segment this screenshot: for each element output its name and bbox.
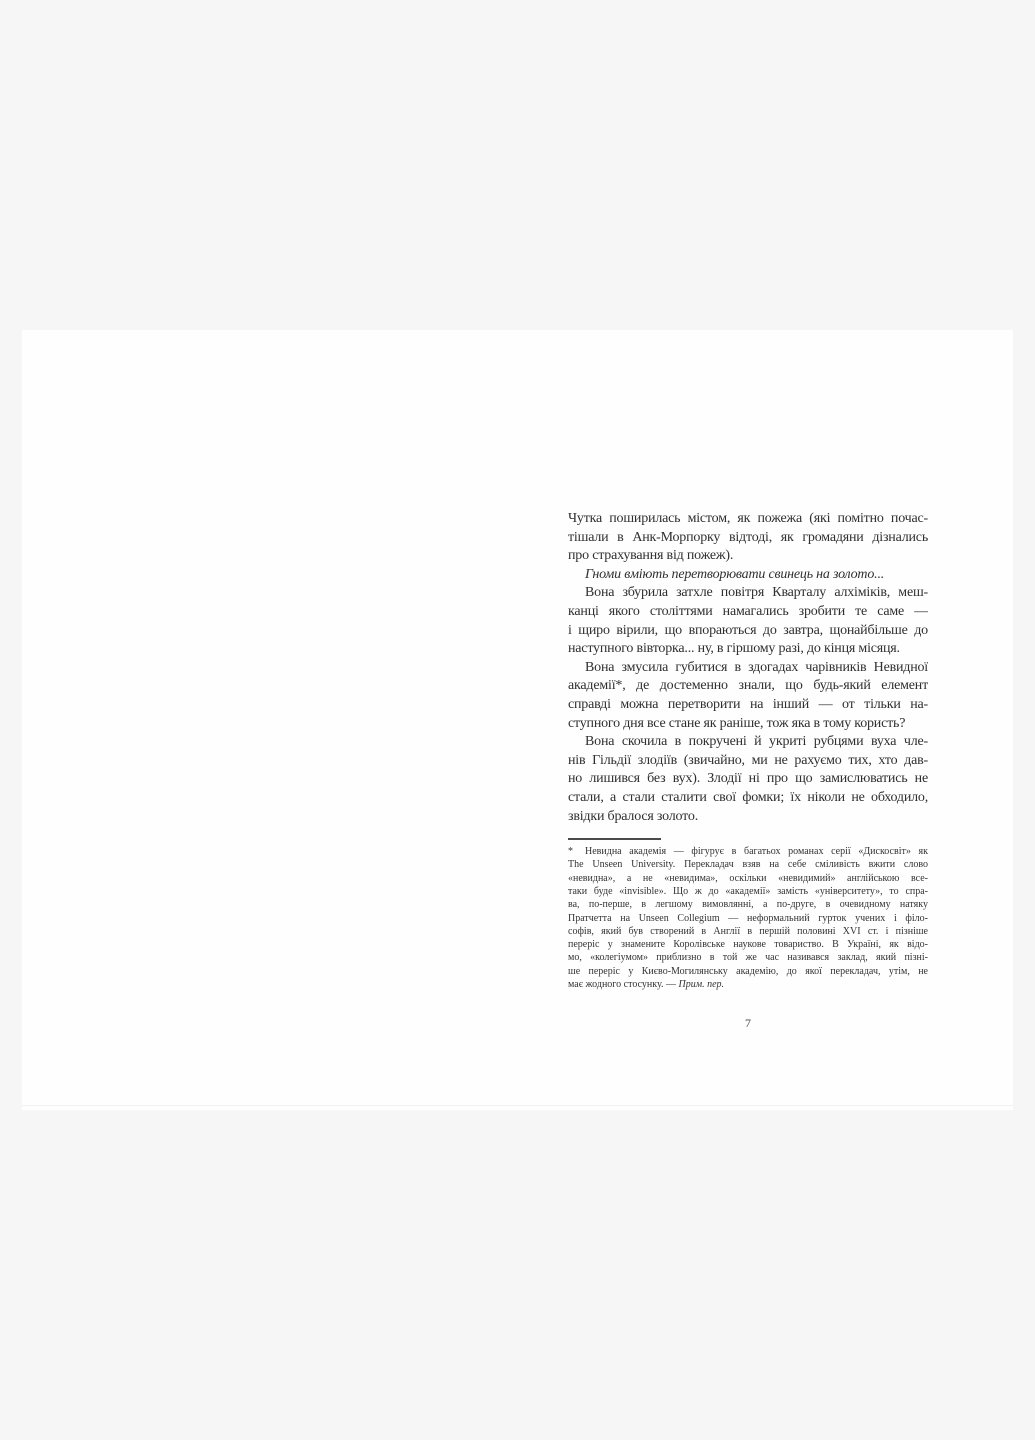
paragraph bbox=[568, 733, 928, 826]
text-line: справді можна перетворити на інший — от тільки на- bbox=[568, 696, 928, 712]
paragraph bbox=[568, 584, 928, 658]
text-line: тішали в Анк-Морпорку відтоді, як громадяни дізнались bbox=[568, 529, 928, 545]
text-line: Вона скочила в покручені й укриті рубцями вуха чле- bbox=[585, 734, 928, 750]
footnote-line: переріс у знамените Королівське наукове товариство. В Україні, як відо- bbox=[568, 939, 928, 951]
footnote-line: The Unseen University. Перекладач взяв на себе сміливість вжити слово bbox=[568, 859, 928, 871]
text-line: нів Гільдії злодіїв (звичайно, ми не рахуємо тих, хто дав- bbox=[568, 752, 928, 768]
text-line: канці якого століттями намагались зробити те саме — bbox=[568, 603, 928, 619]
text-line: Гноми вміють перетворювати свинець на золото... bbox=[585, 566, 885, 582]
footnote bbox=[568, 845, 928, 991]
text-line: стали, а стали сталити свої фомки; їх ніколи не обходило, bbox=[568, 789, 928, 805]
text-line-with-footnote-ref: академії*, де достеменно знали, що будь-який елемент bbox=[568, 678, 928, 694]
footnote-line bbox=[568, 978, 928, 991]
text-line: і щиро вірили, що впораються до завтра, щонайбільше до bbox=[568, 622, 928, 638]
footnote-line: мо, «колегіумом» приблизно в той же час називався заклад, який пізні- bbox=[568, 952, 928, 964]
footnote-line: Пратчетта на Unseen Collegium — неформальний гурток учених і філо- bbox=[568, 912, 928, 924]
footnote-line: ва, по-перше, в легшому вимовлянні, а по-друге, в очевидному натяку bbox=[568, 899, 928, 911]
footnote-marker: * bbox=[568, 846, 573, 858]
paragraph bbox=[568, 510, 928, 566]
text-line: Вона змусила губитися в здогадах чарівників Невидної bbox=[585, 659, 928, 675]
paragraph bbox=[568, 659, 928, 733]
footnote-text: Невидна академія — фігурує в багатьох романах серії «Дискосвіт» як bbox=[585, 846, 928, 858]
text-column bbox=[568, 510, 928, 1031]
footnote-line: софів, який був створений в Англії в першій половині XVI ст. і пізніше bbox=[568, 925, 928, 937]
text-line: наступного вівторка... ну, в гіршому разі, до кінця місяця. bbox=[568, 641, 900, 657]
footnote-line: «невидна», а не «невидима», оскільки «невидимий» англійською все- bbox=[568, 872, 928, 884]
page-number: 7 bbox=[745, 1016, 751, 1031]
paragraph-epigraph bbox=[568, 566, 928, 585]
footnote-attribution: Прим. пер. bbox=[678, 979, 725, 991]
book-page-spread bbox=[22, 330, 1013, 1110]
text-line: Чутка поширилась містом, як пожежа (які помітно почас- bbox=[568, 511, 928, 526]
footnote-text: має жодного стосунку. — bbox=[568, 979, 679, 991]
text-line: Вона збурила затхле повітря Кварталу алхіміків, меш- bbox=[585, 585, 928, 601]
text-line: но лишився без вух). Злодії ні про що замислюватись не bbox=[568, 771, 928, 787]
text-line: ступного дня все стане як раніше, тож яка в тому користь? bbox=[568, 715, 906, 731]
footnote-line bbox=[568, 845, 928, 858]
text-line: про страхування від пожеж). bbox=[568, 548, 734, 564]
footnote-divider bbox=[568, 838, 661, 840]
footnote-line: таки буде «invisible». Що ж до «академії» замість «університету», то спра- bbox=[568, 885, 928, 897]
footnote-line: ше переріс у Києво-Могилянську академію, до якої перекладач, утім, не bbox=[568, 965, 928, 977]
text-line: звідки бралося золото. bbox=[568, 808, 698, 824]
